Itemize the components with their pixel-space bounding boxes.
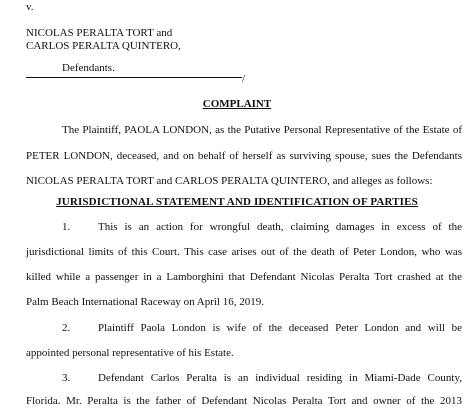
intro-line-1: The Plaintiff, PAOLA LONDON, as the Putative Personal Representative of the Estate of — [62, 124, 462, 136]
defendants-label: Defendants. — [62, 62, 115, 74]
paragraph-1-line-3: killed while a passenger in a Lamborghini that Defendant Nicolas Peralta Tort crashed at the — [26, 271, 462, 283]
intro-line-3: NICOLAS PERALTA TORT and CARLOS PERALTA QUINTERO, and alleges as follows: — [26, 175, 433, 187]
section-heading: JURISDICTIONAL STATEMENT AND IDENTIFICATION OF PARTIES — [56, 196, 418, 208]
paragraph-number-1: 1. — [62, 221, 71, 233]
paragraph-number-3: 3. — [62, 372, 71, 384]
caption-separator-line — [26, 77, 242, 78]
paragraph-3-line-2: Florida. Mr. Peralta is the father of Defendant Nicolas Peralta Tort and owner of the 2013 — [26, 395, 462, 407]
versus-label: v. — [26, 1, 34, 13]
paragraph-1-line-1: This is an action for wrongful death, claiming damages in excess of the — [98, 221, 462, 233]
defendant-name-1: NICOLAS PERALTA TORT and — [26, 27, 173, 39]
paragraph-2-line-2: appointed personal representative of his Estate. — [26, 347, 234, 359]
document-title: COMPLAINT — [202, 98, 272, 110]
paragraph-2-line-1: Plaintiff Paola London is wife of the deceased Peter London and will be — [98, 322, 462, 334]
paragraph-3-line-1: Defendant Carlos Peralta is an individual residing in Miami-Dade County, — [98, 372, 462, 384]
defendant-name-2: CARLOS PERALTA QUINTERO, — [26, 40, 181, 52]
paragraph-number-2: 2. — [62, 322, 71, 334]
caption-separator-slash: / — [242, 73, 246, 85]
paragraph-1-line-2: jurisdictional limits of this Court. This case arises out of the death of Peter London, who was — [26, 246, 462, 258]
paragraph-1-line-4: Palm Beach International Raceway on April 16, 2019. — [26, 296, 264, 308]
intro-line-2: PETER LONDON, deceased, and on behalf of herself as surviving spouse, sues the Defendants — [26, 150, 462, 162]
